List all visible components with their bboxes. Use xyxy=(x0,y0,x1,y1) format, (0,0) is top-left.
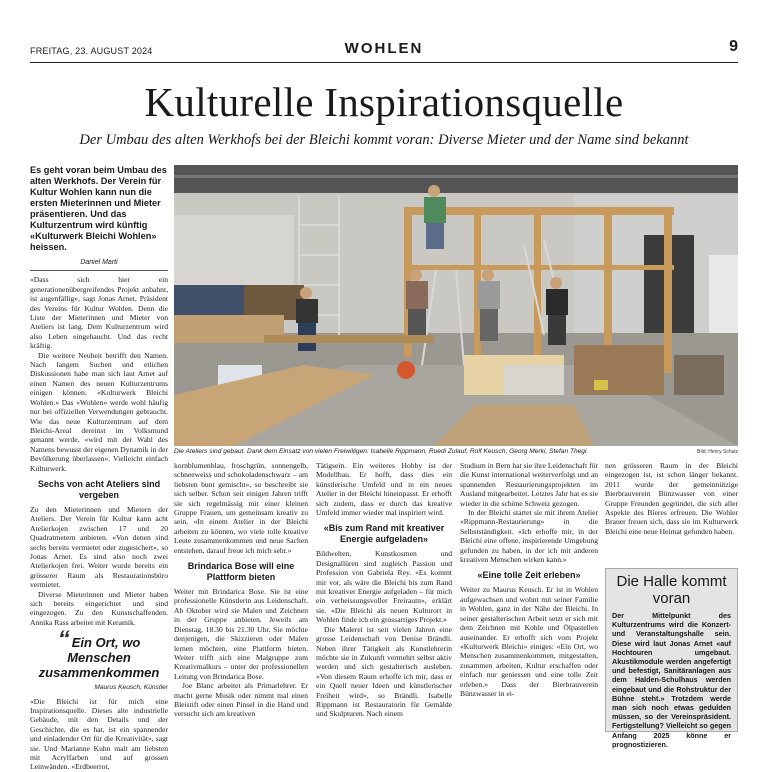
paragraph: Joe Blanc arbeitet als Primarlehrer. Er macht gerne Musik oder nimmt mal einen Bleistift oder einen Pinsel in die Hand und versucht sich am kreativen xyxy=(174,681,308,719)
paragraph: Die Malerei ist seit vielen Jahren eine grosse Leidenschaft von Denise Brändli. Neben ihrer Tätigkeit als Kunstlehrerin möchte sie in Zukunft vermehrt selbst aktiv werden und sich gestalterisch ausleben. «Von diesem Raum erhoffe ich mir, dass er ein Quell neuer Ideen und künstlerischer Freiheit wird», so Brändli. Isabelle Rippmann ist Restauratorin für Gemälde und Skulpturen. Nach einem xyxy=(316,624,452,719)
section-title: WOHLEN xyxy=(344,40,424,57)
quote-mark-icon: “ xyxy=(57,626,70,654)
paragraph: In der Bleichi startet sie mit ihrem Atelier «Rippmann-Restaurierung» in die Selbstständigkeit. «Ich erhoffe mir, in der Bleichi eine offene, inspirierende Umgebung gefunden zu haben, in der ich mit anderen kreativen Menschen wirken kann.» xyxy=(460,508,598,565)
paragraph: Die weitere Neuheit betrifft den Namen. Nach langem Suchen und etlichen Diskussionen habe man sich laut Arnet auf einen Namen des neuen Kulturzentrums einigen können: «Kulturwerk Bleichi Wohlen.» Das «Wohlen» werde wohl häufig nur bei offiziellen Verwendungen gebraucht. Wie das neue Kulturzentrum auf dem Bleichi-Areal dereinst im Volksmund genannt werde, «wird mit der Wahl des Namens bewusst der eigenen Dynamik in der Bevölkerung überlassen». Vielleicht einfach Kulturwerk. xyxy=(30,350,168,473)
subheading: Sechs von acht Ateliers sind vergeben xyxy=(37,478,161,500)
author-byline: Daniel Marti xyxy=(80,259,118,266)
page-header xyxy=(30,38,738,60)
subheadline: Der Umbau des alten Werkhofs bei der Bleichi kommt voran: Diverse Mieter und der Name sind bekannt xyxy=(79,132,689,148)
workshop-photo-illustration xyxy=(174,165,738,446)
photo-caption: Die Ateliers sind gebaut. Dank dem Einsatz von vielen Freiwilligen: Isabelle Rippmann, Ruedi Zulauf, Rolf Keusch, Georg Merki, Stefan Thegi. xyxy=(174,448,589,455)
paragraph: nen grösseren Raum in der Bleichi eingezogen ist, ist schon länger bekannt. 2011 wurde der gemeinnützige Bierbrauverein Bünzwasser von einer Gruppe Freunden gegründet, die sich aller Aspekte des Bieres erfreuen. Die Wohler Brauer freuen sich, dass sie im Kulturwerk Bleichi eine neue Heimat gefunden haben. xyxy=(605,461,738,536)
article-column-4 xyxy=(460,461,598,698)
pull-quote-text: Ein Ort, wo Menschen zusammenkommen xyxy=(38,635,160,681)
paragraph: «Die Bleichi ist für mich eine Inspirationsquelle. Dieses alte industrielle Gebäude, mit den Details und der Geschichte, die es hat, ist ein spannender und einladender Ort für die Kreativität», sagt sie. Und Marianne Kuhn malt am liebsten mit Acrylfarben und auf grossen Leinwänden. «Erdbeerrot, xyxy=(30,696,168,772)
paragraph: Weiter mit Brindarica Bose. Sie ist eine professionelle Künstlerin aus Leidenschaft. Ab Oktober wird sie Malen und Zeichnen in der Gruppe anbieten. Jeweils am Dienstag, 18.30 bis 21.30 Uhr. Sie möchte denjenigen, die Skizzieren oder Malen lernen möchten, eine Plattform bieten. Weiter trifft sich eine Malgruppe zum Kreativmalkurs – unter der professionellen Leitung von Brindarica Bose. xyxy=(174,587,308,681)
header-rule xyxy=(30,62,738,63)
headline: Kulturelle Inspirationsquelle xyxy=(144,79,624,125)
article-lead: Es geht voran beim Umbau des alten Werkhofs. Der Verein für Kultur Wohlen kann nun die ersten Mieterinnen und Mieter präsentieren. Und das Kulturzentrum wird künftig «Kulturwerk Bleichi Wohlen» heissen. xyxy=(30,165,167,252)
paragraph: Studium in Bern hat sie ihre Leidenschaft für die Kunst international weiterverfolgt und an spannenden Restaurierungsprojekten im Ausland mitgearbeitet. Letztes Jahr hat es sie wieder in die schöne Schweiz gezogen. xyxy=(460,461,598,508)
paragraph: kornblumenblau, froschgrün, sonnengelb, schneeweiss und schokoladenschwarz – am liebsten bunt gemischt», so beschreibt sie sich selber. Schon seit einigen Jahren trifft sie sich regelmässig mit einer kleinen Gruppe Frauen, um gemeinsam kreativ zu sein. «In einem Atelier in der Bleichi arbeiten zu können, wo viele tolle kreative Leute zusammenkommen und neue Sachen entstehen, darauf freue ich mich sehr.» xyxy=(174,461,308,555)
issue-date: FREITAG, 23. AUGUST 2024 xyxy=(30,46,153,56)
article-column-5 xyxy=(605,461,738,536)
page-number: 9 xyxy=(729,38,738,55)
paragraph: Weiter zu Maurus Keusch. Er ist in Wohlen aufgewachsen und wohnt mit seiner Familie in Wohlen, ganz in der Nähe der Bleichi. In seiner gestalterischen Arbeit setzt er sich mit dem Zeichnen mit Kohle und Ölpastellen auseinander. Er erhofft sich vom Projekt «Kulturwerk Bleichi» einiges: «Ein Ort, wo Menschen zusammenkommen, mitgestalten, zusammen arbeiten, Kultur erschaffen oder einfach nur geniessen und eine tolle Zeit erleben.» Dass der Bierbrauverein Bünzwasser in ei- xyxy=(460,585,598,698)
paragraph: Diverse Mieterinnen und Mieter haben sich bereits eingerichtet und sind eingezogen. Zu den Kunstschaffenden. Annika Rass arbeitet mit Keramik. xyxy=(30,589,168,627)
paragraph: Bildwelten, Kunstkosmen und Designallüren sind zugleich Passion und Profession von Gabriela Rey. «Es kommt mir vor, als wäre die Bleichi bis zum Rand mit kreativer Energie aufgeladen – für mich ein verheissungsvoller Freiraum», erklärt sie. «Die Bleichi als neuen Kulturort in Wohlen finde ich ein grossartiges Projekt.» xyxy=(316,549,452,625)
article-column-2 xyxy=(174,461,308,719)
pull-quote-author: Maurus Keusch, Künstler xyxy=(94,684,168,692)
pull-quote xyxy=(30,626,168,692)
paragraph: Tätigsein. Ein weiteres Hobby ist der Modellbau. Er hofft, dass dies ein künstlerische Umfeld und in ein neues Atelier in der Bleichi hineinpasst. Er erhofft sich zudem, dass er durch das kreative Umfeld immer wieder mal inspiriert wird. xyxy=(316,461,452,518)
subheading: «Bis zum Rand mit kreativer Energie aufgeladen» xyxy=(323,523,445,545)
info-box xyxy=(605,568,738,749)
article-column-3 xyxy=(316,461,452,719)
paragraph: Zu den Mieterinnen und Mietern der Ateliers. Der Verein für Kultur kann acht Atelierkojen zwischen 17 und 20 Quadratmetern anbieten. «Von denen sind sechs bereits vermietet oder zugesichert», so Jonas Arnet. Es sind also noch zwei Atelierkojen frei. Weiter wurde bereits ein grösserer Raum als Restaurationsbüro vermietet. xyxy=(30,504,168,590)
info-box-body: Der Mittelpunkt des Kulturzentrums wird die Konzert- und Veranstaltungshalle sein. Diese wird laut Jonas Arnet «auf Hochtouren umgebaut. Akustikmodule werden angefertigt und befestigt, Sanitäranlagen aus dem Halden-Schulhaus werden eingebaut und die Rohstruktur der Bühne steht.» Trotzdem werde man sich noch etwas gedulden müssen, so der Vereinspräsident. Fertigstellung? Vielleicht so gegen Anfang 2025 könne er prognostizieren. xyxy=(612,611,731,749)
info-box-title: Die Halle kommt voran xyxy=(616,573,727,607)
article-column-1 xyxy=(30,165,168,772)
byline-rule xyxy=(30,270,168,271)
subheading: Brindarica Bose will eine Plattform bieten xyxy=(187,561,295,583)
workshop-photo xyxy=(174,165,738,446)
photo-credit: Bild: Henry Schulz xyxy=(697,449,738,455)
paragraph: «Dass sich hier ein generationenübergreifendes Projekt anbahnt, ist augenfällig», sagt Jonas Arnet, Präsident des Vereins für Kultur Wohlen. Denn die Liste der Mieterinnen und Mieter von Ateliers ist lang. Dem Kulturzentrum wird also Leben eingehaucht. Und das recht kräftig. xyxy=(30,275,168,351)
subheading: «Eine tolle Zeit erleben» xyxy=(477,570,581,581)
